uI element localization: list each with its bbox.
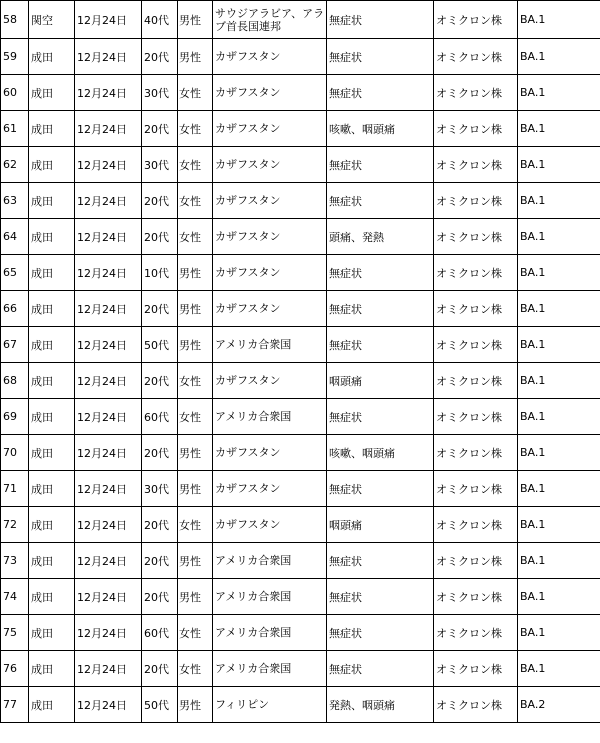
lineage-cell: BA.1 <box>518 219 600 255</box>
lineage-cell: BA.1 <box>518 507 600 543</box>
case-number-cell: 59 <box>1 39 29 75</box>
symptom-cell: 無症状 <box>327 1 434 39</box>
sex-cell: 男性 <box>178 1 213 39</box>
date-cell: 12月24日 <box>75 327 142 363</box>
symptom-cell: 無症状 <box>327 291 434 327</box>
age-cell: 20代 <box>142 651 178 687</box>
country-cell: アメリカ合衆国 <box>213 399 327 435</box>
date-cell: 12月24日 <box>75 219 142 255</box>
airport-cell: 成田 <box>29 471 75 507</box>
table-row <box>1 327 600 363</box>
table-row <box>1 75 600 111</box>
age-cell: 20代 <box>142 579 178 615</box>
age-cell: 40代 <box>142 1 178 39</box>
lineage-cell: BA.1 <box>518 327 600 363</box>
date-cell: 12月24日 <box>75 291 142 327</box>
date-cell: 12月24日 <box>75 507 142 543</box>
symptom-cell: 無症状 <box>327 183 434 219</box>
symptom-cell: 無症状 <box>327 579 434 615</box>
lineage-cell: BA.1 <box>518 183 600 219</box>
case-number-cell: 66 <box>1 291 29 327</box>
table-row <box>1 291 600 327</box>
country-cell: カザフスタン <box>213 363 327 399</box>
age-cell: 30代 <box>142 471 178 507</box>
age-cell: 20代 <box>142 291 178 327</box>
age-cell: 50代 <box>142 327 178 363</box>
case-number-cell: 69 <box>1 399 29 435</box>
sex-cell: 女性 <box>178 507 213 543</box>
strain-cell: オミクロン株 <box>434 651 518 687</box>
table-row <box>1 111 600 147</box>
lineage-cell: BA.1 <box>518 147 600 183</box>
symptom-cell: 発熱、咽頭痛 <box>327 687 434 723</box>
lineage-cell: BA.1 <box>518 471 600 507</box>
strain-cell: オミクロン株 <box>434 75 518 111</box>
lineage-cell: BA.1 <box>518 363 600 399</box>
sex-cell: 女性 <box>178 615 213 651</box>
sex-cell: 女性 <box>178 363 213 399</box>
symptom-cell: 無症状 <box>327 39 434 75</box>
strain-cell: オミクロン株 <box>434 255 518 291</box>
airport-cell: 成田 <box>29 183 75 219</box>
country-cell: カザフスタン <box>213 75 327 111</box>
age-cell: 20代 <box>142 111 178 147</box>
lineage-cell: BA.1 <box>518 399 600 435</box>
strain-cell: オミクロン株 <box>434 507 518 543</box>
strain-cell: オミクロン株 <box>434 147 518 183</box>
date-cell: 12月24日 <box>75 147 142 183</box>
strain-cell: オミクロン株 <box>434 399 518 435</box>
table-row <box>1 399 600 435</box>
date-cell: 12月24日 <box>75 399 142 435</box>
lineage-cell: BA.1 <box>518 75 600 111</box>
airport-cell: 成田 <box>29 291 75 327</box>
airport-cell: 成田 <box>29 363 75 399</box>
age-cell: 50代 <box>142 687 178 723</box>
age-cell: 60代 <box>142 615 178 651</box>
lineage-cell: BA.2 <box>518 687 600 723</box>
airport-cell: 関空 <box>29 1 75 39</box>
strain-cell: オミクロン株 <box>434 435 518 471</box>
country-cell: カザフスタン <box>213 435 327 471</box>
symptom-cell: 無症状 <box>327 399 434 435</box>
strain-cell: オミクロン株 <box>434 219 518 255</box>
case-number-cell: 76 <box>1 651 29 687</box>
age-cell: 20代 <box>142 435 178 471</box>
strain-cell: オミクロン株 <box>434 579 518 615</box>
lineage-cell: BA.1 <box>518 615 600 651</box>
sex-cell: 女性 <box>178 219 213 255</box>
age-cell: 30代 <box>142 75 178 111</box>
case-number-cell: 73 <box>1 543 29 579</box>
table-row <box>1 435 600 471</box>
age-cell: 20代 <box>142 219 178 255</box>
date-cell: 12月24日 <box>75 1 142 39</box>
strain-cell: オミクロン株 <box>434 183 518 219</box>
table-row <box>1 39 600 75</box>
lineage-cell: BA.1 <box>518 111 600 147</box>
strain-cell: オミクロン株 <box>434 1 518 39</box>
case-number-cell: 61 <box>1 111 29 147</box>
lineage-cell: BA.1 <box>518 1 600 39</box>
date-cell: 12月24日 <box>75 111 142 147</box>
symptom-cell: 咳嗽、咽頭痛 <box>327 111 434 147</box>
sex-cell: 男性 <box>178 687 213 723</box>
country-cell: カザフスタン <box>213 255 327 291</box>
case-number-cell: 72 <box>1 507 29 543</box>
sex-cell: 女性 <box>178 183 213 219</box>
age-cell: 20代 <box>142 183 178 219</box>
sex-cell: 女性 <box>178 147 213 183</box>
table-row <box>1 543 600 579</box>
sex-cell: 女性 <box>178 75 213 111</box>
case-number-cell: 64 <box>1 219 29 255</box>
strain-cell: オミクロン株 <box>434 111 518 147</box>
sex-cell: 女性 <box>178 399 213 435</box>
date-cell: 12月24日 <box>75 579 142 615</box>
strain-cell: オミクロン株 <box>434 327 518 363</box>
table-row <box>1 1 600 39</box>
table-row <box>1 651 600 687</box>
case-number-cell: 71 <box>1 471 29 507</box>
symptom-cell: 咳嗽、咽頭痛 <box>327 435 434 471</box>
table-row <box>1 183 600 219</box>
country-cell: カザフスタン <box>213 291 327 327</box>
sex-cell: 男性 <box>178 255 213 291</box>
table-row <box>1 507 600 543</box>
sex-cell: 女性 <box>178 111 213 147</box>
date-cell: 12月24日 <box>75 435 142 471</box>
age-cell: 10代 <box>142 255 178 291</box>
sex-cell: 男性 <box>178 471 213 507</box>
sex-cell: 男性 <box>178 543 213 579</box>
date-cell: 12月24日 <box>75 471 142 507</box>
table-row <box>1 255 600 291</box>
country-cell: フィリピン <box>213 687 327 723</box>
country-cell: カザフスタン <box>213 147 327 183</box>
table-row <box>1 615 600 651</box>
lineage-cell: BA.1 <box>518 39 600 75</box>
table-row <box>1 363 600 399</box>
country-cell: アメリカ合衆国 <box>213 327 327 363</box>
symptom-cell: 無症状 <box>327 651 434 687</box>
lineage-cell: BA.1 <box>518 435 600 471</box>
symptom-cell: 頭痛、発熱 <box>327 219 434 255</box>
country-cell: カザフスタン <box>213 219 327 255</box>
case-number-cell: 60 <box>1 75 29 111</box>
country-cell: カザフスタン <box>213 471 327 507</box>
airport-cell: 成田 <box>29 39 75 75</box>
airport-cell: 成田 <box>29 651 75 687</box>
case-table-body <box>1 1 600 723</box>
country-cell: カザフスタン <box>213 111 327 147</box>
symptom-cell: 無症状 <box>327 255 434 291</box>
lineage-cell: BA.1 <box>518 543 600 579</box>
date-cell: 12月24日 <box>75 543 142 579</box>
case-number-cell: 77 <box>1 687 29 723</box>
table-row <box>1 219 600 255</box>
airport-cell: 成田 <box>29 579 75 615</box>
sex-cell: 男性 <box>178 291 213 327</box>
table-row <box>1 147 600 183</box>
case-number-cell: 58 <box>1 1 29 39</box>
airport-cell: 成田 <box>29 75 75 111</box>
strain-cell: オミクロン株 <box>434 615 518 651</box>
case-number-cell: 63 <box>1 183 29 219</box>
airport-cell: 成田 <box>29 687 75 723</box>
country-cell: アメリカ合衆国 <box>213 579 327 615</box>
date-cell: 12月24日 <box>75 255 142 291</box>
airport-cell: 成田 <box>29 543 75 579</box>
case-number-cell: 70 <box>1 435 29 471</box>
lineage-cell: BA.1 <box>518 579 600 615</box>
airport-cell: 成田 <box>29 147 75 183</box>
airport-cell: 成田 <box>29 111 75 147</box>
age-cell: 20代 <box>142 39 178 75</box>
strain-cell: オミクロン株 <box>434 39 518 75</box>
table-row <box>1 687 600 723</box>
symptom-cell: 無症状 <box>327 75 434 111</box>
lineage-cell: BA.1 <box>518 255 600 291</box>
strain-cell: オミクロン株 <box>434 687 518 723</box>
age-cell: 60代 <box>142 399 178 435</box>
lineage-cell: BA.1 <box>518 291 600 327</box>
table-row <box>1 579 600 615</box>
sex-cell: 男性 <box>178 435 213 471</box>
airport-cell: 成田 <box>29 399 75 435</box>
strain-cell: オミクロン株 <box>434 471 518 507</box>
strain-cell: オミクロン株 <box>434 363 518 399</box>
case-number-cell: 62 <box>1 147 29 183</box>
lineage-cell: BA.1 <box>518 651 600 687</box>
airport-cell: 成田 <box>29 435 75 471</box>
symptom-cell: 咽頭痛 <box>327 363 434 399</box>
case-number-cell: 65 <box>1 255 29 291</box>
age-cell: 20代 <box>142 507 178 543</box>
table-row <box>1 471 600 507</box>
date-cell: 12月24日 <box>75 363 142 399</box>
case-number-cell: 74 <box>1 579 29 615</box>
country-cell: カザフスタン <box>213 507 327 543</box>
airport-cell: 成田 <box>29 219 75 255</box>
symptom-cell: 無症状 <box>327 147 434 183</box>
country-cell: アメリカ合衆国 <box>213 651 327 687</box>
sex-cell: 男性 <box>178 327 213 363</box>
airport-cell: 成田 <box>29 327 75 363</box>
sex-cell: 女性 <box>178 651 213 687</box>
country-cell: カザフスタン <box>213 39 327 75</box>
strain-cell: オミクロン株 <box>434 291 518 327</box>
symptom-cell: 無症状 <box>327 327 434 363</box>
airport-cell: 成田 <box>29 507 75 543</box>
sex-cell: 男性 <box>178 579 213 615</box>
age-cell: 20代 <box>142 543 178 579</box>
symptom-cell: 咽頭痛 <box>327 507 434 543</box>
date-cell: 12月24日 <box>75 183 142 219</box>
date-cell: 12月24日 <box>75 75 142 111</box>
sex-cell: 男性 <box>178 39 213 75</box>
country-cell: サウジアラビア、アラブ首長国連邦 <box>213 1 327 39</box>
case-number-cell: 75 <box>1 615 29 651</box>
airport-cell: 成田 <box>29 615 75 651</box>
country-cell: カザフスタン <box>213 183 327 219</box>
symptom-cell: 無症状 <box>327 471 434 507</box>
case-number-cell: 68 <box>1 363 29 399</box>
airport-cell: 成田 <box>29 255 75 291</box>
date-cell: 12月24日 <box>75 39 142 75</box>
age-cell: 30代 <box>142 147 178 183</box>
date-cell: 12月24日 <box>75 651 142 687</box>
date-cell: 12月24日 <box>75 687 142 723</box>
symptom-cell: 無症状 <box>327 543 434 579</box>
date-cell: 12月24日 <box>75 615 142 651</box>
case-number-cell: 67 <box>1 327 29 363</box>
strain-cell: オミクロン株 <box>434 543 518 579</box>
country-cell: アメリカ合衆国 <box>213 615 327 651</box>
age-cell: 20代 <box>142 363 178 399</box>
symptom-cell: 無症状 <box>327 615 434 651</box>
country-cell: アメリカ合衆国 <box>213 543 327 579</box>
